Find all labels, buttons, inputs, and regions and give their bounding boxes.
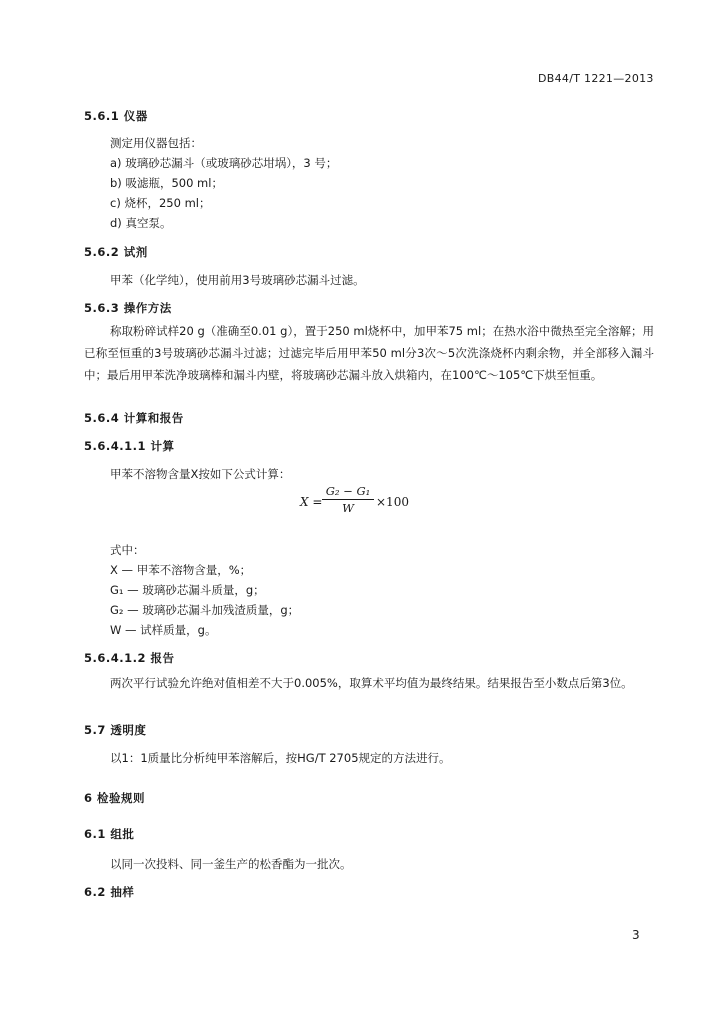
- formula: [300, 484, 440, 524]
- formula-denominator: W: [342, 501, 354, 515]
- section-5-6-4-1-1-title: 5.6.4.1.1 计算: [84, 439, 175, 453]
- instruments-intro: 测定用仪器包括：: [110, 136, 202, 150]
- procedure-paragraph: 称取粉碎试样20 g（准确至0.01 g），置于250 ml烧杯中，加甲苯75 ml；在热水浴中微热至完全溶解；用已称至恒重的3号玻璃砂芯漏斗过滤；过滤完毕后用甲苯50 ml分3次～5次洗涤烧杯内剩余物，并全部移入漏斗中；最后用甲苯洗净玻璃棒和漏斗内壁，将玻璃砂芯漏斗放入烘箱内，在100℃～105℃下烘至恒重。: [84, 324, 654, 382]
- formula-multiplier: ×100: [376, 495, 409, 509]
- transparency-text: 以1：1质量比分析纯甲苯溶解后，按HG/T 2705规定的方法进行。: [110, 751, 451, 765]
- report-paragraph: 两次平行试验允许绝对值相差不大于0.005%，取算术平均值为最终结果。结果报告至小数点后第3位。: [110, 676, 633, 690]
- instrument-item-c: c) 烧杯，250 ml；: [110, 196, 211, 210]
- formula-numerator: G₂ − G₁: [322, 484, 374, 500]
- section-6-title: 6 检验规则: [84, 791, 146, 805]
- variable-g1: G₁ — 玻璃砂芯漏斗质量，g；: [110, 583, 265, 597]
- where-label: 式中：: [110, 543, 145, 557]
- section-5-6-3-title: 5.6.3 操作方法: [84, 301, 172, 315]
- section-5-6-1-title: 5.6.1 仪器: [84, 109, 148, 123]
- variable-w: W — 试样质量，g。: [110, 623, 217, 637]
- variable-x: X — 甲苯不溶物含量，%；: [110, 563, 252, 577]
- instrument-item-d: d) 真空泵。: [110, 216, 172, 230]
- section-5-6-2-title: 5.6.2 试剂: [84, 245, 148, 259]
- section-6-1-title: 6.1 组批: [84, 827, 135, 841]
- section-5-6-4-1-2-title: 5.6.4.1.2 报告: [84, 651, 175, 665]
- standard-number: DB44/T 1221—2013: [538, 72, 654, 85]
- variable-g2: G₂ — 玻璃砂芯漏斗加残渣质量，g；: [110, 603, 300, 617]
- formula-lhs: X =: [300, 495, 323, 509]
- section-5-6-4-title: 5.6.4 计算和报告: [84, 411, 184, 425]
- instrument-item-a: a) 玻璃砂芯漏斗（或玻璃砂芯坩埚），3 号；: [110, 156, 338, 170]
- page-number: 3: [632, 928, 640, 942]
- batching-text: 以同一次投料、同一釜生产的松香酯为一批次。: [110, 857, 352, 871]
- instrument-item-b: b) 吸滤瓶，500 ml；: [110, 176, 223, 190]
- calculation-intro: 甲苯不溶物含量X按如下公式计算：: [110, 467, 291, 481]
- formula-fraction: [322, 484, 374, 515]
- section-6-2-title: 6.2 抽样: [84, 885, 135, 899]
- reagent-text: 甲苯（化学纯），使用前用3号玻璃砂芯漏斗过滤。: [110, 273, 365, 287]
- section-5-7-title: 5.7 透明度: [84, 723, 147, 737]
